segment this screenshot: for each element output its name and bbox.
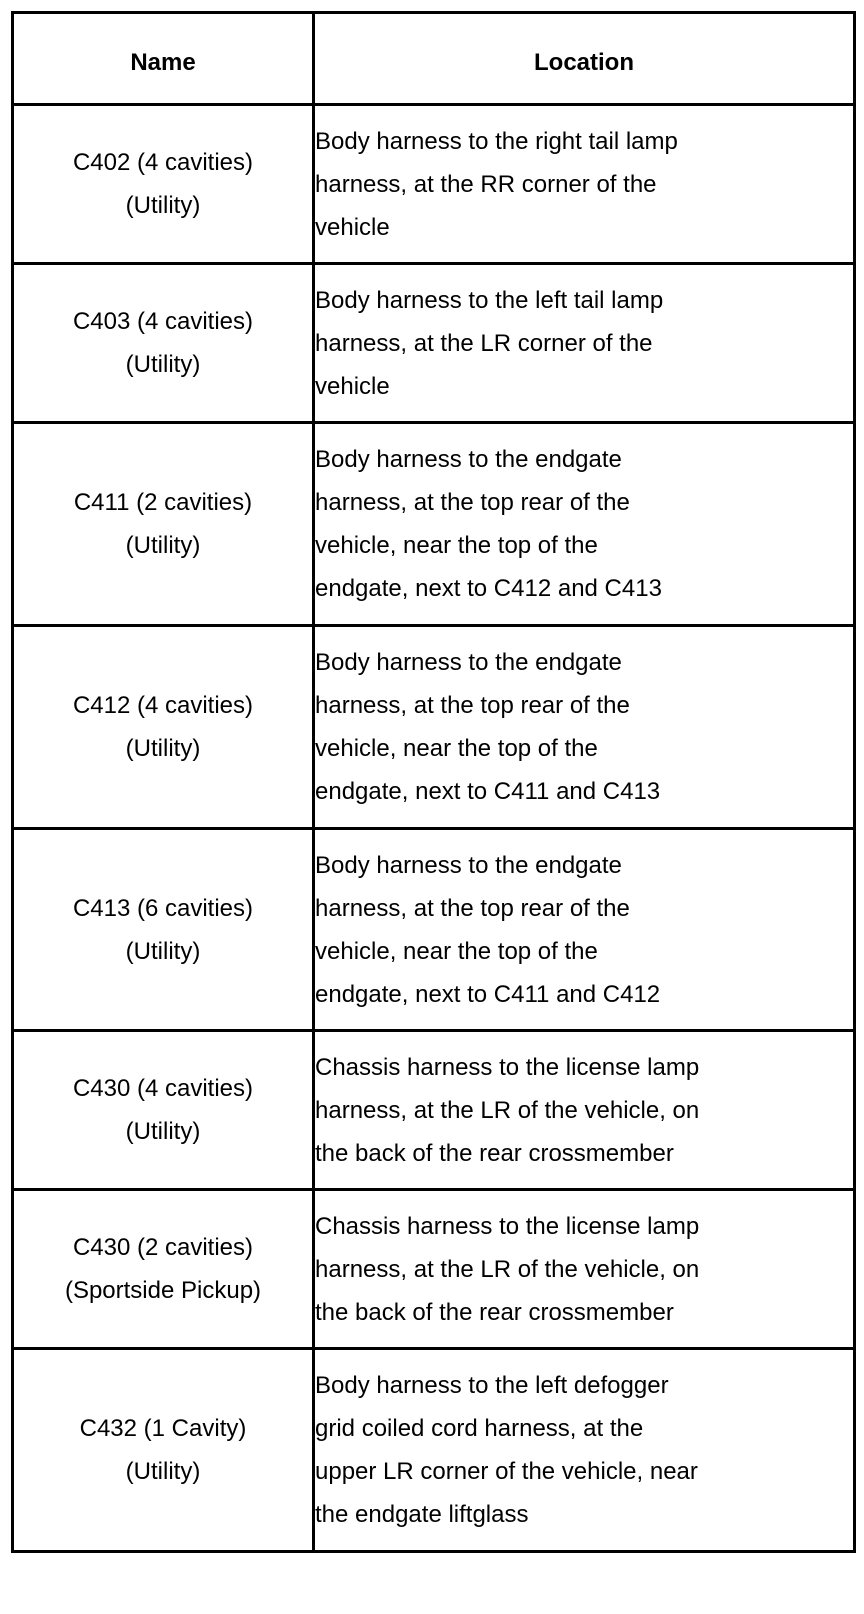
table-row (13, 1190, 855, 1349)
connector-name-line: (Sportside Pickup) (64, 1277, 262, 1304)
connector-name-line: C430 (4 cavities) (72, 1075, 254, 1102)
connector-location-cell (314, 1349, 855, 1552)
connector-name-line: (Utility) (125, 1458, 201, 1485)
connector-location-line: upper LR corner of the vehicle, near (315, 1458, 698, 1485)
location-column-header: Location (314, 13, 855, 105)
connector-location-line: grid coiled cord harness, at the (315, 1415, 644, 1442)
connector-name-line: C403 (4 cavities) (72, 308, 254, 335)
connector-name-line: C432 (1 Cavity) (79, 1415, 247, 1442)
connector-location-line: vehicle, near the top of the (315, 735, 598, 762)
connector-location-line: harness, at the top rear of the (315, 692, 630, 719)
name-column-header: Name (13, 13, 314, 105)
connector-location-line: harness, at the RR corner of the (315, 170, 657, 198)
connector-name-line: C430 (2 cavities) (72, 1234, 254, 1261)
connector-location-line: the back of the rear crossmember (315, 1298, 674, 1326)
connector-location-line: harness, at the LR of the vehicle, on (315, 1255, 700, 1283)
connector-location-line: Body harness to the endgate (315, 649, 622, 676)
connector-name-cell (13, 423, 314, 626)
connector-location-line: harness, at the LR corner of the (315, 329, 653, 357)
table-row (13, 423, 855, 626)
table-row (13, 105, 855, 264)
table-row (13, 1349, 855, 1552)
connector-location-line: harness, at the top rear of the (315, 894, 630, 922)
connector-location-line: endgate, next to C411 and C413 (315, 778, 661, 805)
connector-name-cell (13, 626, 314, 829)
connector-location-cell (314, 264, 855, 423)
connector-location-cell (314, 1031, 855, 1190)
connector-location-cell (314, 829, 855, 1031)
connector-name-line: C411 (2 cavities) (73, 489, 253, 516)
connector-name-cell (13, 1190, 314, 1349)
connector-location-line: the endgate liftglass (315, 1501, 529, 1528)
connector-location-line: Body harness to the left tail lamp (315, 286, 664, 314)
connector-location-line: endgate, next to C411 and C412 (315, 980, 661, 1008)
connector-location-line: Chassis harness to the license lamp (315, 1053, 700, 1081)
connector-name-line: (Utility) (125, 351, 201, 378)
connector-location-cell (314, 626, 855, 829)
table-row (13, 264, 855, 423)
connector-name-line: C413 (6 cavities) (72, 894, 254, 922)
connector-location-cell (314, 423, 855, 626)
connector-location-cell (314, 1190, 855, 1349)
connector-name-line: (Utility) (125, 532, 201, 559)
connector-location-line: harness, at the LR of the vehicle, on (315, 1096, 700, 1124)
table-row (13, 626, 855, 829)
connector-name-line: (Utility) (125, 1118, 201, 1145)
connector-name-line: C412 (4 cavities) (72, 692, 254, 719)
connector-location-line: vehicle (315, 372, 390, 400)
connector-location-line: vehicle (315, 213, 390, 241)
connector-table (11, 11, 856, 1553)
table-header-row (13, 13, 855, 105)
connector-name-line: (Utility) (125, 735, 201, 762)
connector-location-line: harness, at the top rear of the (315, 489, 630, 516)
connector-name-cell (13, 1349, 314, 1552)
connector-name-cell (13, 829, 314, 1031)
connector-location-line: Chassis harness to the license lamp (315, 1212, 700, 1240)
connector-name-line: (Utility) (125, 192, 201, 219)
connector-location-line: Body harness to the left defogger (315, 1372, 669, 1399)
connector-location-line: Body harness to the endgate (315, 446, 622, 473)
connector-name-line: C402 (4 cavities) (72, 149, 254, 176)
connector-name-cell (13, 1031, 314, 1190)
connector-location-line: Body harness to the endgate (315, 851, 622, 879)
connector-location-line: vehicle, near the top of the (315, 532, 598, 559)
connector-location-cell (314, 105, 855, 264)
table-row (13, 829, 855, 1031)
connector-location-line: Body harness to the right tail lamp (315, 127, 678, 155)
connector-location-line: vehicle, near the top of the (315, 937, 598, 965)
connector-location-line: endgate, next to C412 and C413 (315, 575, 662, 602)
connector-name-cell (13, 264, 314, 423)
connector-location-line: the back of the rear crossmember (315, 1139, 674, 1167)
table-row (13, 1031, 855, 1190)
connector-name-cell (13, 105, 314, 264)
connector-name-line: (Utility) (125, 937, 201, 965)
